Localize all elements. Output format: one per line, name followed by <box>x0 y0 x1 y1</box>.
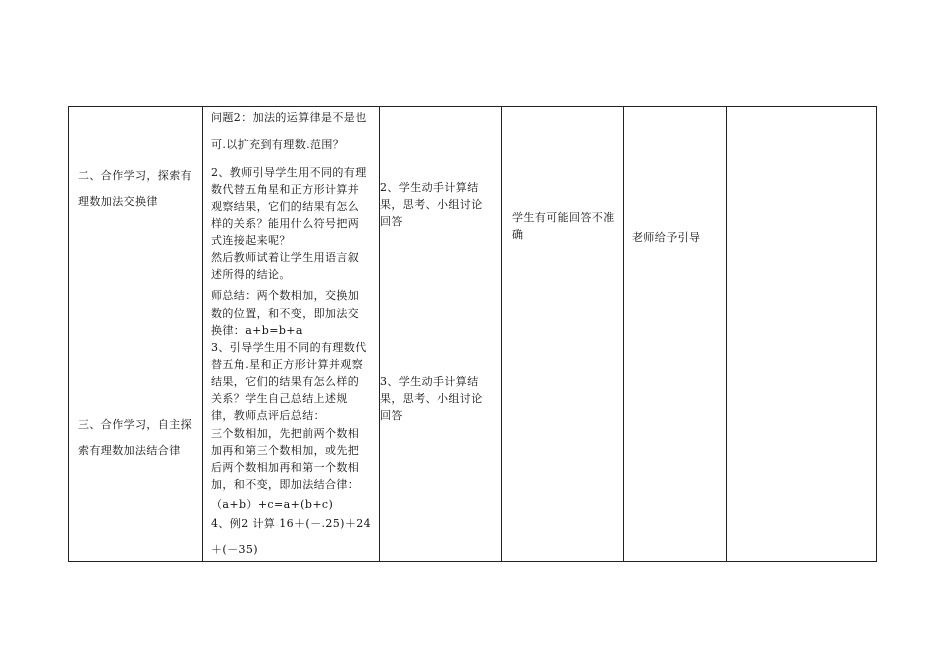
stage-cell <box>69 107 203 562</box>
teacher-text-line: 加，和不变，即加法结合律： <box>211 478 360 491</box>
teacher-text-line: 关系？学生自己总结上述规 <box>211 392 348 405</box>
teacher-text-line: 4、例2 计算 16＋(－.25)＋24 <box>211 517 372 530</box>
stage-section-2: 二、合作学习，探索有 理数加法交换律 <box>78 169 192 208</box>
teacher-text-line: 换律：a+b=b+a <box>211 324 303 337</box>
teacher-text-line: 师总结：两个数相加，交换加 <box>211 289 360 302</box>
teacher-response-text: 老师给予引导 <box>632 231 701 244</box>
lesson-plan-table <box>68 106 877 562</box>
teacher-text-line: 加再和第三个数相加，或先把 <box>211 444 360 457</box>
teacher-text-line: 观察结果，它们的结果有怎么 <box>211 200 360 213</box>
student-activity-cell <box>380 107 502 562</box>
teacher-text-line: 2、教师引导学生用不同的有理 <box>211 166 367 179</box>
teacher-text-line: 律，教师点评后总结： <box>211 409 325 422</box>
teacher-text-line: 3、引导学生用不同的有理数代 <box>211 341 367 354</box>
teacher-activity-cell <box>203 107 380 562</box>
teacher-text-line: 三个数相加，先把前两个数相 <box>211 427 360 440</box>
teacher-text-line: 数的位置，和不变，即加法交 <box>211 307 360 320</box>
teacher-text-line: 替五角.星和正方形计算并观察 <box>211 358 364 371</box>
table-row <box>69 107 877 562</box>
student-activity-2: 2、学生动手计算结 果，思考、小组讨论 回答 <box>380 181 483 228</box>
student-activity-3: 3、学生动手计算结 果，思考、小组讨论 回答 <box>380 375 483 422</box>
stage-section-3: 三、合作学习，自主探 索有理数加法结合律 <box>78 418 192 457</box>
teacher-text-line: ＋(－35) <box>211 543 258 556</box>
teacher-response-cell <box>624 107 727 562</box>
teacher-text-line: 可.以扩充到有理数.范围？ <box>211 138 345 151</box>
teacher-text-line: 述所得的结论。 <box>211 268 291 281</box>
expected-response-cell <box>502 107 624 562</box>
notes-cell <box>727 107 877 562</box>
teacher-text-line: 后两个数相加再和第一个数相 <box>211 461 360 474</box>
teacher-text-line: 然后教师试着让学生用语言叙 <box>211 251 360 264</box>
teacher-text-line: 数代替五角星和正方形计算并 <box>211 183 360 196</box>
teacher-text-line: 结果，它们的结果有怎么样的 <box>211 375 360 388</box>
teacher-text-line: （a+b）+c=a+(b+c) <box>211 498 334 511</box>
teacher-text-line: 问题2：加法的运算律是不是也 <box>211 111 367 124</box>
teacher-text-line: 样的关系？能用什么符号把两 <box>211 217 360 230</box>
teacher-text-line: 式连接起来呢？ <box>211 234 291 247</box>
expected-response-text: 学生有可能回答不准 确 <box>512 211 615 241</box>
